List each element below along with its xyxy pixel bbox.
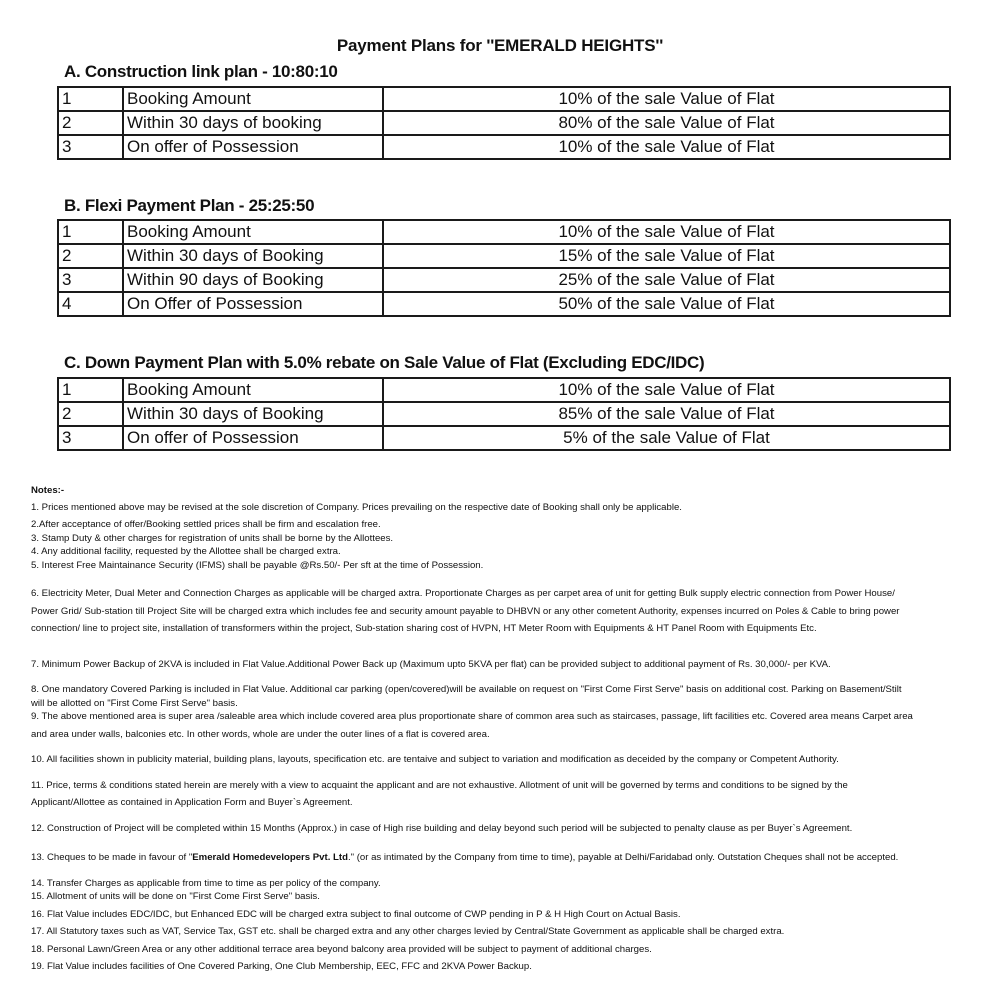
- row-number: 2: [58, 111, 123, 135]
- row-amount: 25% of the sale Value of Flat: [383, 268, 950, 292]
- row-amount: 15% of the sale Value of Flat: [383, 244, 950, 268]
- row-amount: 10% of the sale Value of Flat: [383, 87, 950, 111]
- row-number: 2: [58, 244, 123, 268]
- table-row: [58, 402, 950, 426]
- note-item: 10. All facilities shown in publicity material, building plans, layouts, specification etc. are tentaive and subject to variation and modification as deceided by the company or Competent Authority.: [31, 754, 839, 765]
- document-title: Payment Plans for ''EMERALD HEIGHTS'': [336, 36, 664, 55]
- table-row: [58, 87, 950, 111]
- company-name: Emerald Homedevelopers Pvt. Ltd: [192, 852, 348, 863]
- plan-a-table: [57, 86, 951, 160]
- note-item-continued: connection/ line to project site, installation of transformers within the project, Sub-station sharing cost of HVPN, HT Meter Room with Equipments & HT Panel Room with Equipments Etc.: [31, 623, 817, 634]
- note-item: 6. Electricity Meter, Dual Meter and Connection Charges as applicable will be charged axtra. Proportionate Charges as per carpet area of unit for getting Bulk supply electric connection from Power House/: [31, 588, 895, 599]
- note-item: 19. Flat Value includes facilities of One Covered Parking, One Club Membership, EEC, FFC and 2KVA Power Backup.: [31, 961, 532, 972]
- note-item-continued: Power Grid/ Sub-station till Project Site will be charged extra which includes fee and security amount payable to DHBVN or any other cometent Authority, expenses incurred on Poles & Cable to bring power: [31, 605, 900, 617]
- note-item: 18. Personal Lawn/Green Area or any other additional terrace area beyond balcony area provided will be subject to payment of additional charges.: [31, 943, 652, 955]
- plan-a-heading: A. Construction link plan - 10:80:10: [64, 62, 338, 81]
- note-13-suffix: ." (or as intimated by the Company from time to time), payable at Delhi/Faridabad only. Outstation Cheques shall not be accepted.: [347, 852, 899, 863]
- row-number: 4: [58, 292, 123, 316]
- row-number: 1: [58, 220, 123, 244]
- row-stage: Within 30 days of Booking: [123, 244, 383, 268]
- note-item: 14. Transfer Charges as applicable from time to time as per policy of the company.: [31, 877, 381, 889]
- row-number: 3: [58, 268, 123, 292]
- row-stage: Within 30 days of booking: [123, 111, 383, 135]
- row-amount: 80% of the sale Value of Flat: [383, 111, 950, 135]
- row-number: 3: [58, 426, 123, 450]
- plan-b-heading: B. Flexi Payment Plan - 25:25:50: [64, 196, 315, 215]
- note-item-continued: and area under walls, balconies etc. In other words, whole are under the outer lines of a flat is covered area.: [31, 728, 490, 740]
- note-item: 8. One mandatory Covered Parking is included in Flat Value. Additional car parking (open/covered)will be available on request on "First Come First Serve" basis on additional cost. Parking on Basement/Stilt: [31, 684, 902, 695]
- plan-c-table: [57, 377, 951, 451]
- note-item: 17. All Statutory taxes such as VAT, Service Tax, GST etc. shall be charged extra and any other charges levied by Central/State Government as applicable shall be charged extra.: [31, 926, 785, 937]
- row-number: 1: [58, 378, 123, 402]
- plan-b-table: [57, 219, 951, 317]
- row-number: 3: [58, 135, 123, 159]
- note-item: 3. Stamp Duty & other charges for registration of units shall be borne by the Allottees.: [31, 532, 394, 544]
- row-amount: 10% of the sale Value of Flat: [383, 378, 950, 402]
- note-item: 2.After acceptance of offer/Booking settled prices shall be firm and escalation free.: [31, 519, 381, 530]
- row-amount: 50% of the sale Value of Flat: [383, 292, 950, 316]
- table-row: [58, 292, 950, 316]
- notes-heading: Notes:-: [31, 485, 65, 496]
- note-item: 4. Any additional facility, requested by the Allottee shall be charged extra.: [31, 546, 341, 557]
- note-item: 16. Flat Value includes EDC/IDC, but Enhanced EDC will be charged extra subject to final outcome of CWP pending in P & H High Court on Actual Basis.: [31, 908, 681, 920]
- note-item: 1. Prices mentioned above may be revised at the sole discretion of Company. Prices prevailing on the respective date of Booking shall only be applicable.: [31, 501, 682, 513]
- note-item-continued: will be allotted on "First Come First Serve" basis.: [31, 697, 238, 709]
- row-stage: Booking Amount: [123, 378, 383, 402]
- row-stage: On offer of Possession: [123, 426, 383, 450]
- note-item: 15. Allotment of units will be done on "First Come First Serve" basis.: [31, 891, 320, 902]
- notes-section: [31, 484, 1000, 974]
- row-amount: 10% of the sale Value of Flat: [383, 135, 950, 159]
- note-item: 11. Price, terms & conditions stated herein are merely with a view to acquaint the applicant and are not exhaustive. Allotment of unit will be governed by terms and conditions to be signed by the: [31, 779, 848, 791]
- row-stage: On Offer of Possession: [123, 292, 383, 316]
- row-stage: Booking Amount: [123, 87, 383, 111]
- row-amount: 85% of the sale Value of Flat: [383, 402, 950, 426]
- table-row: [58, 220, 950, 244]
- table-row: [58, 244, 950, 268]
- row-stage: Within 30 days of Booking: [123, 402, 383, 426]
- note-item: 5. Interest Free Maintainance Security (IFMS) shall be payable @Rs.50/- Per sft at the time of Possession.: [31, 559, 484, 571]
- table-row: [58, 268, 950, 292]
- table-row: [58, 111, 950, 135]
- table-row: [58, 426, 950, 450]
- row-number: 2: [58, 402, 123, 426]
- row-stage: On offer of Possession: [123, 135, 383, 159]
- note-item-continued: Applicant/Allottee as contained in Application Form and Buyer`s Agreement.: [31, 797, 353, 808]
- note-item: 7. Minimum Power Backup of 2KVA is included in Flat Value.Additional Power Back up (Maximum upto 5KVA per flat) can be provided subject to additional payment of Rs. 30,000/- per KVA.: [31, 658, 831, 670]
- row-stage: Within 90 days of Booking: [123, 268, 383, 292]
- note-13-prefix: 13. Cheques to be made in favour of ": [31, 852, 193, 863]
- row-amount: 5% of the sale Value of Flat: [383, 426, 950, 450]
- table-row: [58, 378, 950, 402]
- note-item: 9. The above mentioned area is super area /saleable area which include covered area plus proportionate share of common area such as staircases, passage, lift facilities etc. Covered area means Carpet area: [31, 711, 913, 722]
- row-amount: 10% of the sale Value of Flat: [383, 220, 950, 244]
- note-item: 12. Construction of Project will be completed within 15 Months (Approx.) in case of High rise building and delay beyond such period will be subjected to penalty clause as per Buyer`s Agreement.: [31, 822, 853, 834]
- plan-c-heading: C. Down Payment Plan with 5.0% rebate on Sale Value of Flat (Excluding EDC/IDC): [64, 353, 705, 372]
- row-number: 1: [58, 87, 123, 111]
- table-row: [58, 135, 950, 159]
- note-item-cheques: [31, 851, 1000, 865]
- row-stage: Booking Amount: [123, 220, 383, 244]
